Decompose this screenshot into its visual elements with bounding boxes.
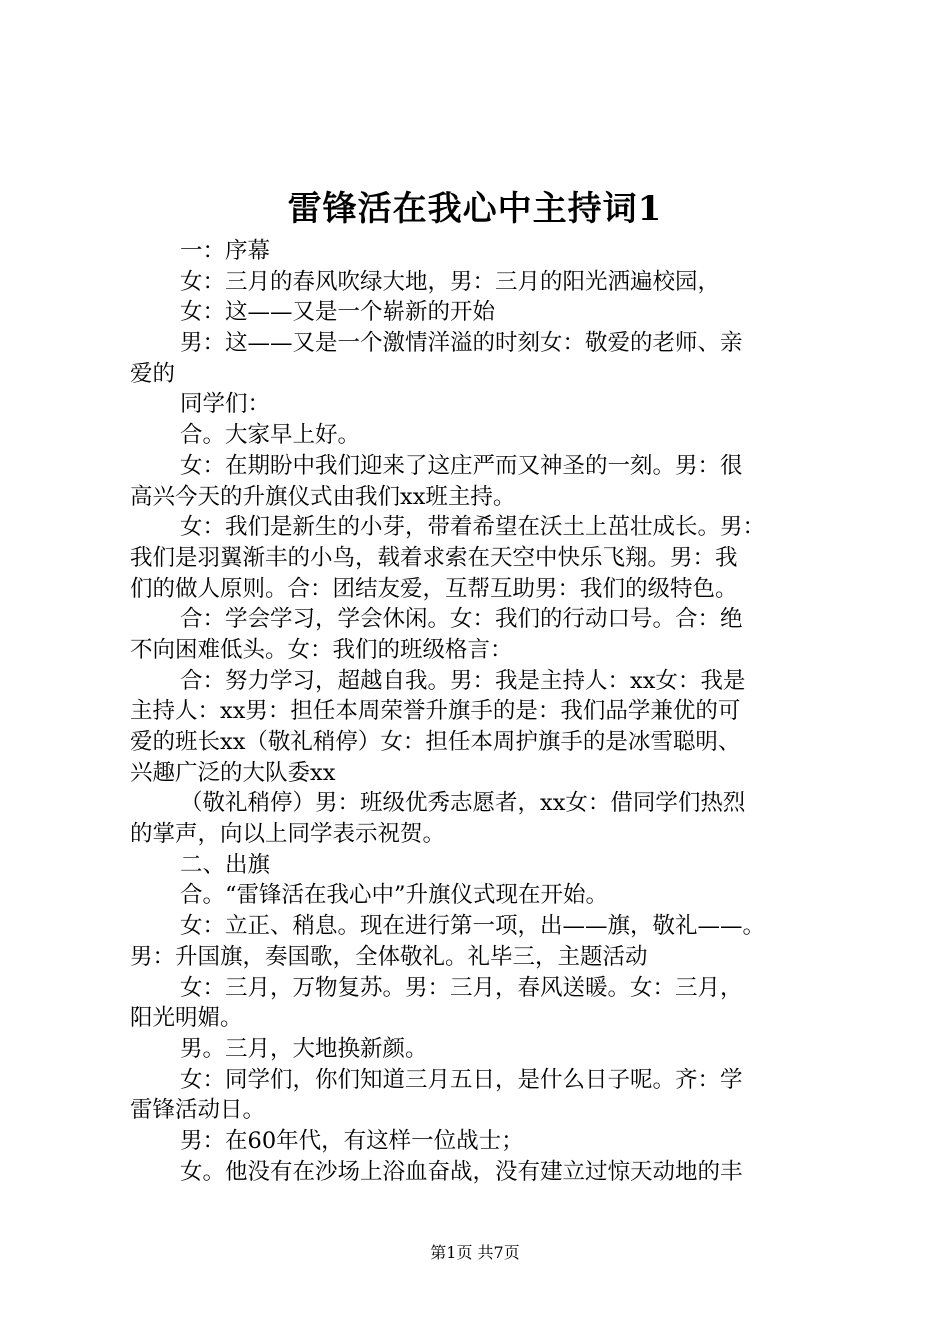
text-line: （敬礼稍停）男：班级优秀志愿者，xx女：借同学们热烈: [180, 790, 746, 817]
text-line: 高兴今天的升旗仪式由我们xx班主持。: [130, 483, 516, 510]
text-line: 女：在期盼中我们迎来了这庄严而又神圣的一刻。男：很: [180, 452, 743, 479]
text-line: 女。他没有在沙场上浴血奋战，没有建立过惊天动地的丰: [180, 1158, 743, 1185]
page-footer: 第1页 共7页: [430, 1243, 520, 1262]
text-line: 男：升国旗，奏国歌，全体敬礼。礼毕三，主题活动: [130, 943, 648, 970]
text-line: 合。大家早上好。: [180, 422, 361, 449]
text-line: 合：学会学习，学会休闲。女：我们的行动口号。合：绝: [180, 606, 743, 633]
text-line: 男。三月，大地换新颜。: [180, 1035, 428, 1062]
text-line: 爱的班长xx（敬礼稍停）女：担任本周护旗手的是冰雪聪明、: [130, 729, 741, 755]
text-line: 的掌声，向以上同学表示祝贺。: [130, 821, 446, 848]
text-line: 阳光明媚。: [130, 1005, 243, 1032]
text-line: 兴趣广泛的大队委xx: [130, 759, 336, 786]
text-line: 二、出旗: [180, 851, 271, 878]
text-line: 雷锋活动日。: [130, 1097, 266, 1124]
text-line: 们的做人原则。合：团结友爱，互帮互助男：我们的级特色。: [130, 575, 738, 602]
text-line: 男：在60年代，有这样一位战士；: [180, 1127, 524, 1154]
text-line: 一：序幕: [180, 238, 271, 264]
text-line: 男：这——又是一个激情洋溢的时刻女：敬爱的老师、亲: [180, 330, 743, 357]
text-line: 同学们：: [180, 391, 271, 418]
text-line: 女：立正、稍息。现在进行第一项，出——旗，敬礼——。: [180, 913, 766, 940]
text-line: 不向困难低头。女：我们的班级格言：: [130, 636, 513, 663]
text-line: 我们是羽翼渐丰的小鸟，载着求索在天空中快乐飞翔。男：我: [130, 544, 738, 571]
text-line: 爱的: [130, 360, 176, 387]
document-body: [130, 236, 830, 1187]
text-line: 女：我们是新生的小芽，带着希望在沃土上茁壮成长。男：: [180, 514, 766, 541]
text-line: 主持人：xx男：担任本周荣誉升旗手的是：我们品学兼优的可: [130, 698, 741, 725]
text-line: 女：这——又是一个崭新的开始: [180, 299, 496, 326]
text-line: 合：努力学习，超越自我。男：我是主持人：xx女：我是: [180, 667, 746, 694]
text-line: 女：三月，万物复苏。男：三月，春风送暖。女：三月，: [180, 974, 743, 1001]
text-line: 合。“雷锋活在我心中”升旗仪式现在开始。: [180, 882, 609, 909]
text-line: 女：同学们，你们知道三月五日，是什么日子呢。齐：学: [180, 1066, 743, 1093]
text-line: 女：三月的春风吹绿大地，男：三月的阳光洒遍校园，: [180, 268, 721, 295]
document-title: 雷锋活在我心中主持词1: [287, 189, 663, 229]
